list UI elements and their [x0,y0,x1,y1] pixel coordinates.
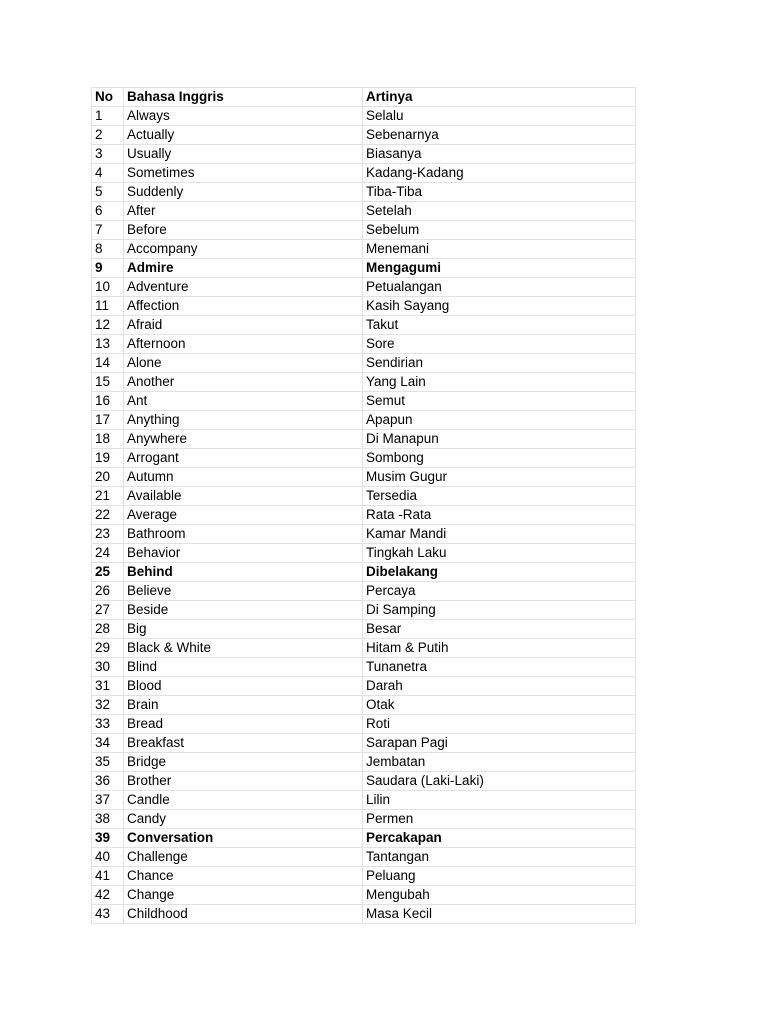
row-number: 14 [92,354,124,373]
row-number: 15 [92,373,124,392]
row-number: 21 [92,487,124,506]
english-word: Actually [124,126,363,145]
row-number: 25 [92,563,124,582]
row-number: 20 [92,468,124,487]
indonesian-meaning: Dibelakang [363,563,636,582]
table-row [92,582,636,601]
table-row [92,164,636,183]
table-row [92,848,636,867]
row-number: 28 [92,620,124,639]
row-number: 42 [92,886,124,905]
indonesian-meaning: Otak [363,696,636,715]
english-word: Breakfast [124,734,363,753]
indonesian-meaning: Jembatan [363,753,636,772]
english-word: Ant [124,392,363,411]
row-number: 33 [92,715,124,734]
indonesian-meaning: Saudara (Laki-Laki) [363,772,636,791]
table-row [92,753,636,772]
indonesian-meaning: Semut [363,392,636,411]
english-word: Chance [124,867,363,886]
english-word: Average [124,506,363,525]
english-word: Conversation [124,829,363,848]
row-number: 12 [92,316,124,335]
english-word: Behind [124,563,363,582]
table-row [92,297,636,316]
indonesian-meaning: Yang Lain [363,373,636,392]
row-number: 3 [92,145,124,164]
english-word: Always [124,107,363,126]
row-number: 41 [92,867,124,886]
indonesian-meaning: Kamar Mandi [363,525,636,544]
indonesian-meaning: Peluang [363,867,636,886]
vocabulary-table [91,87,636,924]
table-row [92,696,636,715]
table-row [92,810,636,829]
table-row [92,544,636,563]
english-word: Before [124,221,363,240]
english-word: Behavior [124,544,363,563]
english-word: Beside [124,601,363,620]
indonesian-meaning: Mengubah [363,886,636,905]
english-word: Afraid [124,316,363,335]
table-row [92,791,636,810]
header-meaning: Artinya [363,88,636,107]
english-word: Admire [124,259,363,278]
row-number: 40 [92,848,124,867]
row-number: 7 [92,221,124,240]
english-word: Anything [124,411,363,430]
indonesian-meaning: Sebelum [363,221,636,240]
english-word: Blind [124,658,363,677]
row-number: 35 [92,753,124,772]
table-row [92,278,636,297]
indonesian-meaning: Masa Kecil [363,905,636,924]
table-row [92,715,636,734]
row-number: 22 [92,506,124,525]
table-row [92,145,636,164]
table-row [92,563,636,582]
indonesian-meaning: Setelah [363,202,636,221]
table-row [92,487,636,506]
english-word: Affection [124,297,363,316]
table-row [92,240,636,259]
row-number: 27 [92,601,124,620]
header-no: No [92,88,124,107]
indonesian-meaning: Petualangan [363,278,636,297]
row-number: 8 [92,240,124,259]
english-word: Brain [124,696,363,715]
indonesian-meaning: Tiba-Tiba [363,183,636,202]
english-word: Candle [124,791,363,810]
table-row [92,468,636,487]
row-number: 10 [92,278,124,297]
row-number: 9 [92,259,124,278]
english-word: Accompany [124,240,363,259]
row-number: 31 [92,677,124,696]
english-word: Candy [124,810,363,829]
table-row [92,259,636,278]
english-word: Arrogant [124,449,363,468]
english-word: Brother [124,772,363,791]
english-word: Available [124,487,363,506]
row-number: 4 [92,164,124,183]
indonesian-meaning: Tersedia [363,487,636,506]
table-header-row [92,88,636,107]
table-row [92,354,636,373]
table-row [92,126,636,145]
row-number: 11 [92,297,124,316]
table-row [92,525,636,544]
indonesian-meaning: Tunanetra [363,658,636,677]
table-row [92,202,636,221]
table-row [92,886,636,905]
english-word: Challenge [124,848,363,867]
indonesian-meaning: Hitam & Putih [363,639,636,658]
row-number: 19 [92,449,124,468]
english-word: Usually [124,145,363,164]
english-word: Anywhere [124,430,363,449]
indonesian-meaning: Apapun [363,411,636,430]
table-row [92,183,636,202]
row-number: 36 [92,772,124,791]
table-row [92,677,636,696]
table-row [92,316,636,335]
english-word: Afternoon [124,335,363,354]
indonesian-meaning: Permen [363,810,636,829]
row-number: 39 [92,829,124,848]
indonesian-meaning: Musim Gugur [363,468,636,487]
table-row [92,772,636,791]
indonesian-meaning: Tantangan [363,848,636,867]
table-row [92,107,636,126]
table-row [92,373,636,392]
table-row [92,392,636,411]
indonesian-meaning: Sendirian [363,354,636,373]
indonesian-meaning: Biasanya [363,145,636,164]
english-word: Sometimes [124,164,363,183]
table-row [92,639,636,658]
indonesian-meaning: Di Manapun [363,430,636,449]
row-number: 43 [92,905,124,924]
row-number: 2 [92,126,124,145]
row-number: 32 [92,696,124,715]
indonesian-meaning: Di Samping [363,601,636,620]
indonesian-meaning: Percaya [363,582,636,601]
indonesian-meaning: Roti [363,715,636,734]
row-number: 38 [92,810,124,829]
table-row [92,620,636,639]
row-number: 29 [92,639,124,658]
english-word: Adventure [124,278,363,297]
indonesian-meaning: Selalu [363,107,636,126]
row-number: 16 [92,392,124,411]
row-number: 37 [92,791,124,810]
row-number: 34 [92,734,124,753]
table-row [92,658,636,677]
english-word: After [124,202,363,221]
english-word: Big [124,620,363,639]
row-number: 18 [92,430,124,449]
english-word: Suddenly [124,183,363,202]
table-row [92,506,636,525]
indonesian-meaning: Darah [363,677,636,696]
indonesian-meaning: Besar [363,620,636,639]
row-number: 24 [92,544,124,563]
row-number: 6 [92,202,124,221]
english-word: Bathroom [124,525,363,544]
indonesian-meaning: Takut [363,316,636,335]
english-word: Another [124,373,363,392]
english-word: Bread [124,715,363,734]
english-word: Bridge [124,753,363,772]
english-word: Change [124,886,363,905]
indonesian-meaning: Sombong [363,449,636,468]
table-row [92,867,636,886]
english-word: Believe [124,582,363,601]
english-word: Blood [124,677,363,696]
row-number: 17 [92,411,124,430]
row-number: 13 [92,335,124,354]
table-row [92,829,636,848]
indonesian-meaning: Rata -Rata [363,506,636,525]
row-number: 5 [92,183,124,202]
indonesian-meaning: Sebenarnya [363,126,636,145]
row-number: 30 [92,658,124,677]
table-row [92,221,636,240]
indonesian-meaning: Lilin [363,791,636,810]
table-row [92,449,636,468]
english-word: Childhood [124,905,363,924]
table-row [92,905,636,924]
english-word: Black & White [124,639,363,658]
table-row [92,335,636,354]
indonesian-meaning: Kadang-Kadang [363,164,636,183]
indonesian-meaning: Percakapan [363,829,636,848]
row-number: 23 [92,525,124,544]
english-word: Alone [124,354,363,373]
vocabulary-table-body [92,88,636,924]
table-row [92,430,636,449]
row-number: 1 [92,107,124,126]
indonesian-meaning: Sore [363,335,636,354]
indonesian-meaning: Kasih Sayang [363,297,636,316]
header-english: Bahasa Inggris [124,88,363,107]
table-row [92,601,636,620]
row-number: 26 [92,582,124,601]
table-row [92,411,636,430]
indonesian-meaning: Tingkah Laku [363,544,636,563]
table-row [92,734,636,753]
english-word: Autumn [124,468,363,487]
indonesian-meaning: Menemani [363,240,636,259]
indonesian-meaning: Mengagumi [363,259,636,278]
indonesian-meaning: Sarapan Pagi [363,734,636,753]
